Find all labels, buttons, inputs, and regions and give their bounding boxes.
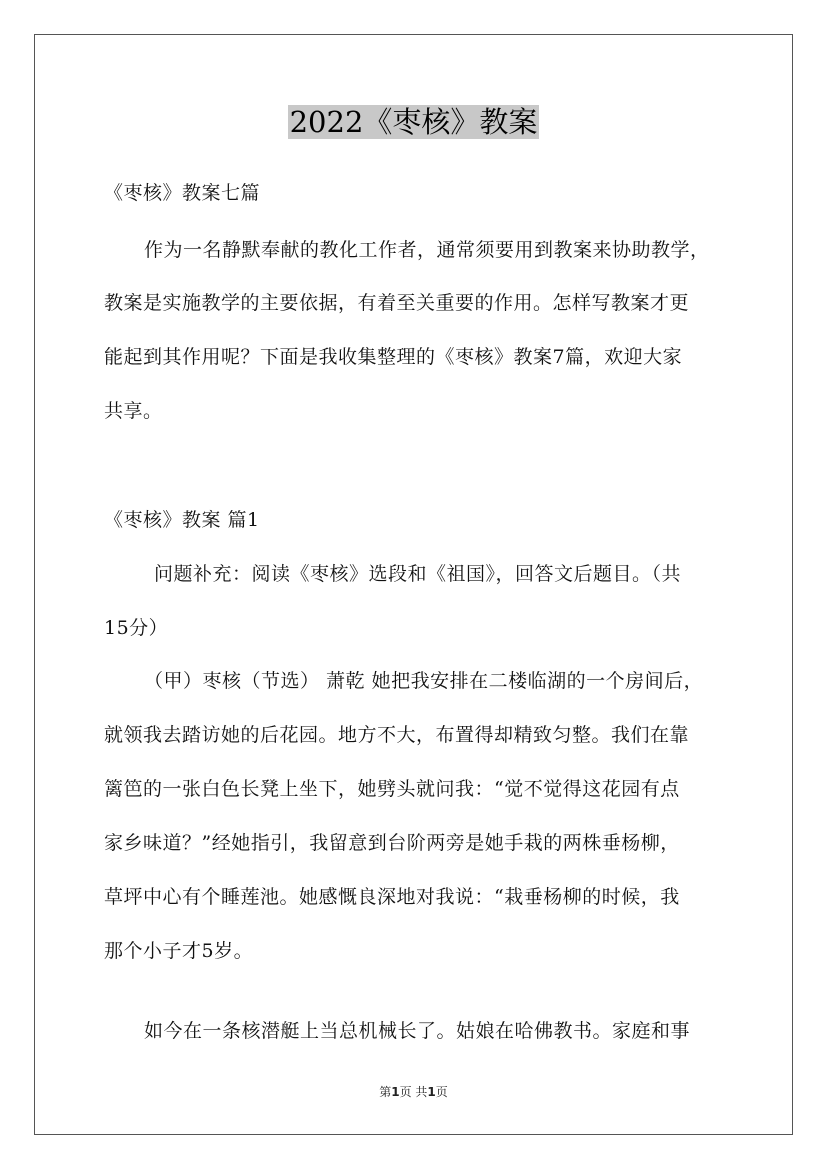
paragraph-line: 共享。 xyxy=(104,400,163,422)
document-title-wrap xyxy=(0,102,827,142)
paragraph-line: 家乡味道？”经她指引，我留意到台阶两旁是她手栽的两株垂杨柳， xyxy=(104,832,680,854)
paragraph-line: 15分） xyxy=(104,617,169,639)
paragraph-line: （甲）枣核（节选） 萧乾 她把我安排在二楼临湖的一个房间后， xyxy=(144,670,704,692)
paragraph-line: 篱笆的一张白色长凳上坐下，她劈头就问我：“觉不觉得这花园有点 xyxy=(104,778,680,800)
paragraph-line: 草坪中心有个睡莲池。她感慨良深地对我说：“栽垂杨柳的时候，我 xyxy=(104,886,680,908)
section-heading: 《枣核》教案 篇1 xyxy=(104,509,260,531)
document-title: 2022《枣核》教案 xyxy=(289,105,538,139)
footer-page-mid: 页 共 xyxy=(399,1085,428,1099)
footer-page-suffix: 页 xyxy=(435,1085,448,1099)
paragraph-line: 如今在一条核潜艇上当总机械长了。姑娘在哈佛教书。家庭和事 xyxy=(144,1020,691,1042)
footer-page-prefix: 第 xyxy=(379,1085,392,1099)
paragraph-line: 教案是实施教学的主要依据，有着至关重要的作用。怎样写教案才更 xyxy=(104,292,690,314)
paragraph-line: 能起到其作用呢？下面是我收集整理的《枣核》教案7篇，欢迎大家 xyxy=(104,346,683,368)
page-footer xyxy=(0,1083,827,1100)
paragraph-line: 那个小子才5岁。 xyxy=(104,940,254,962)
footer-page-number: 1 xyxy=(391,1085,400,1099)
section-heading: 《枣核》教案七篇 xyxy=(104,182,261,204)
paragraph-line: 作为一名静默奉献的教化工作者，通常须要用到教案来协助教学， xyxy=(144,239,710,261)
paragraph-line: 就领我去踏访她的后花园。地方不大，布置得却精致匀整。我们在靠 xyxy=(104,724,690,746)
paragraph-line: 问题补充：阅读《枣核》选段和《祖国》，回答文后题目。（共 xyxy=(154,563,682,585)
footer-page-total: 1 xyxy=(427,1085,436,1099)
